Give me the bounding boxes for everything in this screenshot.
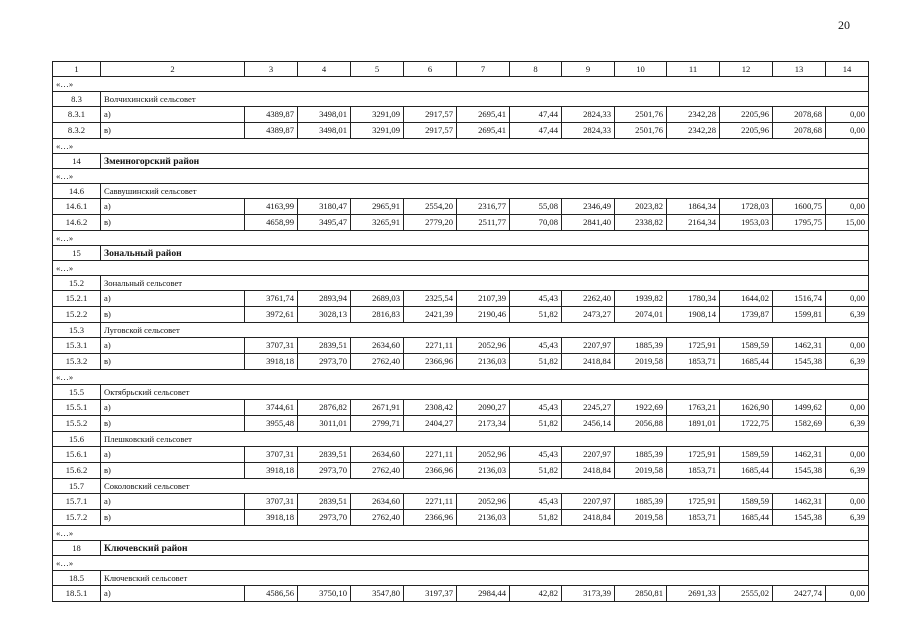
row-number: 18 <box>53 541 101 556</box>
value-cell: 2816,83 <box>351 307 404 323</box>
row-number: 8.3.2 <box>53 123 101 139</box>
value-cell: 3972,61 <box>245 307 298 323</box>
district-row <box>53 154 869 169</box>
ellipsis-row <box>53 370 869 385</box>
ellipsis-cell: «…» <box>53 526 869 541</box>
value-cell: 2824,33 <box>562 123 615 139</box>
table-row <box>53 307 869 323</box>
table-row <box>53 416 869 432</box>
column-header: 8 <box>510 62 562 77</box>
value-cell: 3918,18 <box>245 354 298 370</box>
value-cell: 2342,28 <box>667 107 720 123</box>
value-cell: 0,00 <box>826 338 869 354</box>
value-cell: 0,00 <box>826 400 869 416</box>
council-row <box>53 184 869 199</box>
ellipsis-cell: «…» <box>53 261 869 276</box>
row-label: а) <box>101 291 245 307</box>
value-cell: 2554,20 <box>404 199 457 215</box>
council-name: Октябрьский сельсовет <box>101 385 869 400</box>
column-header: 2 <box>101 62 245 77</box>
ellipsis-row <box>53 261 869 276</box>
value-cell: 2965,91 <box>351 199 404 215</box>
column-header: 14 <box>826 62 869 77</box>
value-cell: 1885,39 <box>615 494 667 510</box>
value-cell: 45,43 <box>510 400 562 416</box>
value-cell: 2136,03 <box>457 463 510 479</box>
value-cell: 2325,54 <box>404 291 457 307</box>
value-cell: 3495,47 <box>298 215 351 231</box>
row-number: 15.2 <box>53 276 101 291</box>
column-header: 13 <box>773 62 826 77</box>
value-cell: 1953,03 <box>720 215 773 231</box>
row-number: 8.3 <box>53 92 101 107</box>
value-cell: 2799,71 <box>351 416 404 432</box>
value-cell: 1853,71 <box>667 463 720 479</box>
value-cell: 1885,39 <box>615 338 667 354</box>
value-cell: 3197,37 <box>404 586 457 602</box>
value-cell: 2501,76 <box>615 123 667 139</box>
row-number: 15.5.2 <box>53 416 101 432</box>
row-number: 15.2.1 <box>53 291 101 307</box>
value-cell: 1589,59 <box>720 447 773 463</box>
row-label: а) <box>101 586 245 602</box>
value-cell: 1582,69 <box>773 416 826 432</box>
value-cell: 2418,84 <box>562 354 615 370</box>
value-cell: 2824,33 <box>562 107 615 123</box>
value-cell: 2634,60 <box>351 338 404 354</box>
value-cell: 1891,01 <box>667 416 720 432</box>
value-cell: 1725,91 <box>667 494 720 510</box>
table-row <box>53 494 869 510</box>
value-cell: 0,00 <box>826 586 869 602</box>
value-cell: 2366,96 <box>404 510 457 526</box>
value-cell: 3750,10 <box>298 586 351 602</box>
value-cell: 3918,18 <box>245 463 298 479</box>
value-cell: 2762,40 <box>351 510 404 526</box>
value-cell: 2841,40 <box>562 215 615 231</box>
row-number: 14.6.1 <box>53 199 101 215</box>
value-cell: 0,00 <box>826 447 869 463</box>
value-cell: 1644,02 <box>720 291 773 307</box>
value-cell: 45,43 <box>510 338 562 354</box>
value-cell: 2207,97 <box>562 494 615 510</box>
row-label: а) <box>101 107 245 123</box>
value-cell: 1685,44 <box>720 510 773 526</box>
row-number: 18.5 <box>53 571 101 586</box>
value-cell: 2207,97 <box>562 447 615 463</box>
row-number: 14.6.2 <box>53 215 101 231</box>
value-cell: 2056,88 <box>615 416 667 432</box>
value-cell: 1545,38 <box>773 354 826 370</box>
value-cell: 2019,58 <box>615 463 667 479</box>
value-cell: 1853,71 <box>667 510 720 526</box>
value-cell: 2634,60 <box>351 494 404 510</box>
value-cell: 2342,28 <box>667 123 720 139</box>
column-header: 11 <box>667 62 720 77</box>
value-cell: 2052,96 <box>457 338 510 354</box>
value-cell: 2555,02 <box>720 586 773 602</box>
row-number: 15.5.1 <box>53 400 101 416</box>
value-cell: 2501,76 <box>615 107 667 123</box>
value-cell: 0,00 <box>826 291 869 307</box>
value-cell: 3761,74 <box>245 291 298 307</box>
council-name: Плешковский сельсовет <box>101 432 869 447</box>
row-number: 15 <box>53 246 101 261</box>
value-cell: 1853,71 <box>667 354 720 370</box>
council-name: Соколовский сельсовет <box>101 479 869 494</box>
ellipsis-row <box>53 556 869 571</box>
row-number: 15.7.1 <box>53 494 101 510</box>
value-cell: 51,82 <box>510 463 562 479</box>
value-cell: 2695,41 <box>457 107 510 123</box>
value-cell: 2876,82 <box>298 400 351 416</box>
value-cell: 0,00 <box>826 494 869 510</box>
value-cell: 3498,01 <box>298 123 351 139</box>
value-cell: 2973,70 <box>298 354 351 370</box>
council-name: Саввушинский сельсовет <box>101 184 869 199</box>
table-row <box>53 510 869 526</box>
column-header: 7 <box>457 62 510 77</box>
council-row <box>53 432 869 447</box>
value-cell: 6,39 <box>826 354 869 370</box>
value-cell: 3291,09 <box>351 107 404 123</box>
row-number: 14 <box>53 154 101 169</box>
row-number: 14.6 <box>53 184 101 199</box>
table-row <box>53 123 869 139</box>
value-cell: 2917,57 <box>404 107 457 123</box>
value-cell: 2019,58 <box>615 510 667 526</box>
row-label: в) <box>101 463 245 479</box>
value-cell: 2366,96 <box>404 463 457 479</box>
row-label: в) <box>101 510 245 526</box>
value-cell: 2346,49 <box>562 199 615 215</box>
value-cell: 1589,59 <box>720 338 773 354</box>
column-header: 4 <box>298 62 351 77</box>
ellipsis-cell: «…» <box>53 139 869 154</box>
row-number: 15.6.2 <box>53 463 101 479</box>
ellipsis-cell: «…» <box>53 556 869 571</box>
value-cell: 1795,75 <box>773 215 826 231</box>
ellipsis-cell: «…» <box>53 370 869 385</box>
value-cell: 1600,75 <box>773 199 826 215</box>
value-cell: 3291,09 <box>351 123 404 139</box>
ellipsis-cell: «…» <box>53 77 869 92</box>
value-cell: 2136,03 <box>457 510 510 526</box>
value-cell: 1864,34 <box>667 199 720 215</box>
row-number: 15.7.2 <box>53 510 101 526</box>
table-row <box>53 586 869 602</box>
value-cell: 51,82 <box>510 307 562 323</box>
page-number: 20 <box>838 18 850 32</box>
value-cell: 55,08 <box>510 199 562 215</box>
value-cell: 2671,91 <box>351 400 404 416</box>
value-cell: 2917,57 <box>404 123 457 139</box>
value-cell: 3173,39 <box>562 586 615 602</box>
value-cell: 2019,58 <box>615 354 667 370</box>
value-cell: 45,43 <box>510 447 562 463</box>
value-cell: 1725,91 <box>667 447 720 463</box>
value-cell: 1626,90 <box>720 400 773 416</box>
column-header: 1 <box>53 62 101 77</box>
row-label: в) <box>101 416 245 432</box>
value-cell: 1685,44 <box>720 463 773 479</box>
value-cell: 2107,39 <box>457 291 510 307</box>
value-cell: 15,00 <box>826 215 869 231</box>
value-cell: 2245,27 <box>562 400 615 416</box>
tariff-table <box>52 61 869 602</box>
value-cell: 3011,01 <box>298 416 351 432</box>
value-cell: 4586,56 <box>245 586 298 602</box>
value-cell: 2634,60 <box>351 447 404 463</box>
value-cell: 2271,11 <box>404 447 457 463</box>
council-row <box>53 385 869 400</box>
value-cell: 1763,21 <box>667 400 720 416</box>
value-cell: 2052,96 <box>457 447 510 463</box>
value-cell: 3707,31 <box>245 338 298 354</box>
value-cell: 2839,51 <box>298 494 351 510</box>
value-cell: 6,39 <box>826 307 869 323</box>
row-number: 15.7 <box>53 479 101 494</box>
row-label: в) <box>101 307 245 323</box>
column-header: 5 <box>351 62 404 77</box>
value-cell: 2262,40 <box>562 291 615 307</box>
value-cell: 2316,77 <box>457 199 510 215</box>
value-cell: 70,08 <box>510 215 562 231</box>
row-number: 15.3.1 <box>53 338 101 354</box>
table-row <box>53 338 869 354</box>
value-cell: 2308,42 <box>404 400 457 416</box>
value-cell: 3028,13 <box>298 307 351 323</box>
value-cell: 42,82 <box>510 586 562 602</box>
value-cell: 2762,40 <box>351 463 404 479</box>
value-cell: 1885,39 <box>615 447 667 463</box>
table-row <box>53 215 869 231</box>
value-cell: 6,39 <box>826 510 869 526</box>
council-row <box>53 479 869 494</box>
column-header: 12 <box>720 62 773 77</box>
value-cell: 1516,74 <box>773 291 826 307</box>
value-cell: 45,43 <box>510 494 562 510</box>
ellipsis-cell: «…» <box>53 169 869 184</box>
value-cell: 2689,03 <box>351 291 404 307</box>
value-cell: 3707,31 <box>245 494 298 510</box>
value-cell: 1739,87 <box>720 307 773 323</box>
council-row <box>53 323 869 338</box>
value-cell: 0,00 <box>826 123 869 139</box>
value-cell: 1545,38 <box>773 510 826 526</box>
row-number: 15.6.1 <box>53 447 101 463</box>
council-row <box>53 276 869 291</box>
value-cell: 0,00 <box>826 199 869 215</box>
value-cell: 2190,46 <box>457 307 510 323</box>
value-cell: 2164,34 <box>667 215 720 231</box>
value-cell: 2973,70 <box>298 463 351 479</box>
value-cell: 51,82 <box>510 416 562 432</box>
value-cell: 2173,34 <box>457 416 510 432</box>
value-cell: 1780,34 <box>667 291 720 307</box>
column-header: 3 <box>245 62 298 77</box>
value-cell: 2366,96 <box>404 354 457 370</box>
value-cell: 2421,39 <box>404 307 457 323</box>
value-cell: 1462,31 <box>773 447 826 463</box>
council-name: Луговской сельсовет <box>101 323 869 338</box>
value-cell: 1462,31 <box>773 338 826 354</box>
value-cell: 2893,94 <box>298 291 351 307</box>
value-cell: 1685,44 <box>720 354 773 370</box>
table-body <box>53 62 869 602</box>
row-number: 18.5.1 <box>53 586 101 602</box>
value-cell: 2090,27 <box>457 400 510 416</box>
row-number: 8.3.1 <box>53 107 101 123</box>
value-cell: 6,39 <box>826 416 869 432</box>
value-cell: 2779,20 <box>404 215 457 231</box>
value-cell: 2271,11 <box>404 338 457 354</box>
value-cell: 3547,80 <box>351 586 404 602</box>
value-cell: 2691,33 <box>667 586 720 602</box>
value-cell: 2984,44 <box>457 586 510 602</box>
district-name: Зональный район <box>101 246 869 261</box>
value-cell: 4658,99 <box>245 215 298 231</box>
column-header: 9 <box>562 62 615 77</box>
district-row <box>53 246 869 261</box>
column-number-row <box>53 62 869 77</box>
value-cell: 3180,47 <box>298 199 351 215</box>
district-name: Ключевский район <box>101 541 869 556</box>
value-cell: 2973,70 <box>298 510 351 526</box>
value-cell: 51,82 <box>510 510 562 526</box>
row-label: в) <box>101 123 245 139</box>
council-name: Волчихинский сельсовет <box>101 92 869 107</box>
value-cell: 51,82 <box>510 354 562 370</box>
row-label: в) <box>101 215 245 231</box>
value-cell: 2850,81 <box>615 586 667 602</box>
row-label: а) <box>101 447 245 463</box>
value-cell: 3707,31 <box>245 447 298 463</box>
value-cell: 2418,84 <box>562 510 615 526</box>
value-cell: 1599,81 <box>773 307 826 323</box>
value-cell: 3498,01 <box>298 107 351 123</box>
row-label: а) <box>101 400 245 416</box>
council-row <box>53 571 869 586</box>
ellipsis-row <box>53 526 869 541</box>
value-cell: 2338,82 <box>615 215 667 231</box>
value-cell: 2839,51 <box>298 447 351 463</box>
value-cell: 2473,27 <box>562 307 615 323</box>
council-name: Зональный сельсовет <box>101 276 869 291</box>
value-cell: 2052,96 <box>457 494 510 510</box>
row-label: а) <box>101 338 245 354</box>
value-cell: 2418,84 <box>562 463 615 479</box>
table-row <box>53 107 869 123</box>
value-cell: 1922,69 <box>615 400 667 416</box>
council-row <box>53 92 869 107</box>
row-label: а) <box>101 199 245 215</box>
ellipsis-row <box>53 77 869 92</box>
value-cell: 3265,91 <box>351 215 404 231</box>
ellipsis-cell: «…» <box>53 231 869 246</box>
value-cell: 2136,03 <box>457 354 510 370</box>
value-cell: 2762,40 <box>351 354 404 370</box>
value-cell: 3955,48 <box>245 416 298 432</box>
value-cell: 2023,82 <box>615 199 667 215</box>
row-number: 15.6 <box>53 432 101 447</box>
value-cell: 2078,68 <box>773 107 826 123</box>
value-cell: 1728,03 <box>720 199 773 215</box>
value-cell: 1725,91 <box>667 338 720 354</box>
row-label: а) <box>101 494 245 510</box>
value-cell: 1722,75 <box>720 416 773 432</box>
value-cell: 4389,87 <box>245 123 298 139</box>
value-cell: 2456,14 <box>562 416 615 432</box>
value-cell: 2511,77 <box>457 215 510 231</box>
value-cell: 1462,31 <box>773 494 826 510</box>
value-cell: 2695,41 <box>457 123 510 139</box>
value-cell: 1908,14 <box>667 307 720 323</box>
ellipsis-row <box>53 231 869 246</box>
table-row <box>53 400 869 416</box>
row-number: 15.5 <box>53 385 101 400</box>
value-cell: 3744,61 <box>245 400 298 416</box>
value-cell: 45,43 <box>510 291 562 307</box>
ellipsis-row <box>53 139 869 154</box>
row-number: 15.2.2 <box>53 307 101 323</box>
ellipsis-row <box>53 169 869 184</box>
value-cell: 3918,18 <box>245 510 298 526</box>
row-number: 15.3 <box>53 323 101 338</box>
table-row <box>53 291 869 307</box>
value-cell: 1939,82 <box>615 291 667 307</box>
value-cell: 4163,99 <box>245 199 298 215</box>
column-header: 6 <box>404 62 457 77</box>
value-cell: 47,44 <box>510 123 562 139</box>
value-cell: 6,39 <box>826 463 869 479</box>
column-header: 10 <box>615 62 667 77</box>
value-cell: 2404,27 <box>404 416 457 432</box>
district-row <box>53 541 869 556</box>
value-cell: 2078,68 <box>773 123 826 139</box>
value-cell: 2205,96 <box>720 107 773 123</box>
table-row <box>53 199 869 215</box>
row-label: в) <box>101 354 245 370</box>
table-row <box>53 354 869 370</box>
value-cell: 47,44 <box>510 107 562 123</box>
table-row <box>53 447 869 463</box>
value-cell: 1589,59 <box>720 494 773 510</box>
table-row <box>53 463 869 479</box>
council-name: Ключевский сельсовет <box>101 571 869 586</box>
value-cell: 0,00 <box>826 107 869 123</box>
value-cell: 1499,62 <box>773 400 826 416</box>
row-number: 15.3.2 <box>53 354 101 370</box>
value-cell: 1545,38 <box>773 463 826 479</box>
value-cell: 2074,01 <box>615 307 667 323</box>
value-cell: 2205,96 <box>720 123 773 139</box>
district-name: Змеиногорский район <box>101 154 869 169</box>
value-cell: 4389,87 <box>245 107 298 123</box>
value-cell: 2839,51 <box>298 338 351 354</box>
value-cell: 2207,97 <box>562 338 615 354</box>
value-cell: 2427,74 <box>773 586 826 602</box>
value-cell: 2271,11 <box>404 494 457 510</box>
